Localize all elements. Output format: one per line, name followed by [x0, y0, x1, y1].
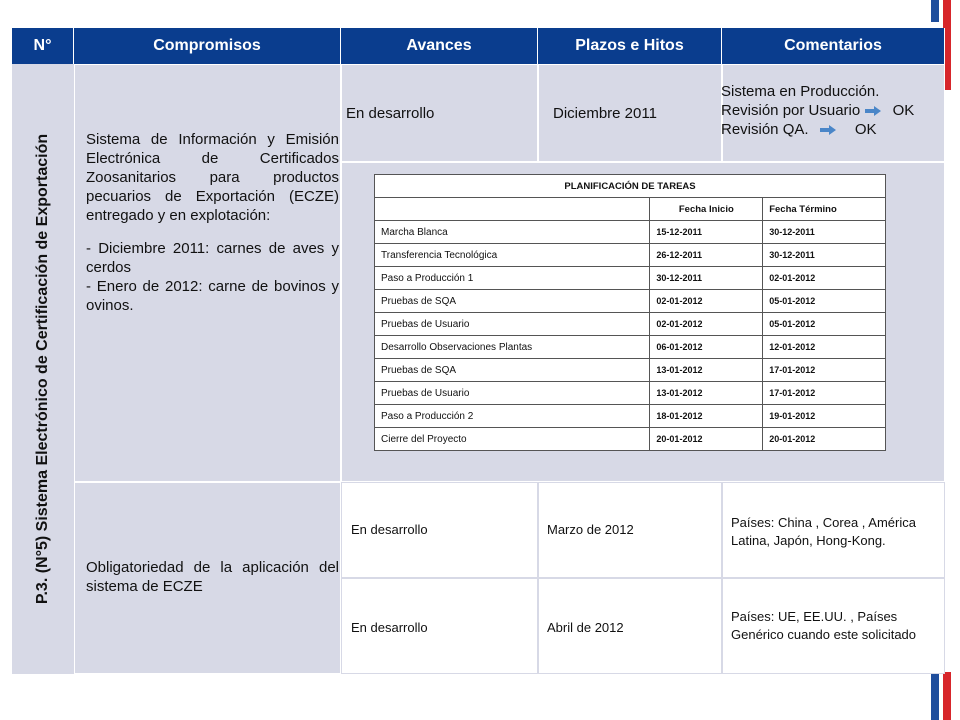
task-termino: 30-12-2011	[763, 244, 886, 267]
compromiso-1-p1: Sistema de Información y Emisión Electrónica de Certificados Zoosanitarios para productos pecuarios de Exportación (ECZE) entregado y en explotación:	[86, 131, 339, 224]
table-row	[375, 336, 886, 359]
task-termino: 17-01-2012	[763, 382, 886, 405]
comentario-text-2a: Países: China , Corea , América Latina, Japón, Hong-Kong.	[731, 515, 916, 548]
task-inicio: 15-12-2011	[650, 221, 763, 244]
compromiso-text-1	[86, 130, 339, 315]
arrow-right-icon	[864, 105, 882, 117]
planning-header-termino: Fecha Término	[763, 198, 886, 221]
task-name: Pruebas de SQA	[375, 290, 650, 313]
comentario-1-line3-text: Revisión QA.	[721, 121, 809, 138]
header-plazos: Plazos e Hitos	[538, 28, 722, 64]
avance-text-2a: En desarrollo	[351, 522, 428, 537]
task-termino: 19-01-2012	[763, 405, 886, 428]
task-inicio: 13-01-2012	[650, 359, 763, 382]
plazo-text-2b: Abril de 2012	[547, 620, 624, 635]
task-termino: 30-12-2011	[763, 221, 886, 244]
task-inicio: 30-12-2011	[650, 267, 763, 290]
comentario-text-1	[721, 82, 943, 139]
planning-title-row	[375, 175, 886, 198]
table-row	[375, 428, 886, 451]
comentario-1-line2	[721, 101, 943, 120]
task-termino: 17-01-2012	[763, 359, 886, 382]
arrow-right-icon	[819, 124, 837, 136]
row-number-label: P.3. (N°5) Sistema Electrónico de Certificación de Exportación	[34, 133, 51, 605]
task-inicio: 02-01-2012	[650, 290, 763, 313]
header-comentarios: Comentarios	[722, 28, 945, 64]
table-row	[375, 405, 886, 428]
planning-title: PLANIFICACIÓN DE TAREAS	[375, 175, 886, 198]
planning-header-empty	[375, 198, 650, 221]
task-name: Cierre del Proyecto	[375, 428, 650, 451]
task-inicio: 26-12-2011	[650, 244, 763, 267]
flag-bar-blue-top	[931, 0, 939, 22]
table-row	[375, 359, 886, 382]
task-termino: 05-01-2012	[763, 290, 886, 313]
task-name: Paso a Producción 2	[375, 405, 650, 428]
task-name: Pruebas de Usuario	[375, 313, 650, 336]
task-inicio: 20-01-2012	[650, 428, 763, 451]
table-row	[375, 244, 886, 267]
task-inicio: 06-01-2012	[650, 336, 763, 359]
task-termino: 12-01-2012	[763, 336, 886, 359]
task-name: Marcha Blanca	[375, 221, 650, 244]
task-name: Paso a Producción 1	[375, 267, 650, 290]
comentario-1-line1: Sistema en Producción.	[721, 83, 880, 100]
plazo-text-2a: Marzo de 2012	[547, 522, 634, 537]
table-row	[375, 313, 886, 336]
compromiso-1-p3: - Enero de 2012: carne de bovinos y ovinos.	[86, 278, 339, 314]
compromiso-1-p2: - Diciembre 2011: carnes de aves y cerdos	[86, 240, 339, 276]
task-name: Pruebas de Usuario	[375, 382, 650, 405]
comentario-1-line2-text: Revisión por Usuario	[721, 102, 861, 119]
compromiso-text-2: Obligatoriedad de la aplicación del sistema de ECZE	[86, 559, 339, 595]
comentario-text-2b: Países: UE, EE.UU. , Países Genérico cuando este solicitado	[731, 609, 917, 642]
task-name: Desarrollo Observaciones Plantas	[375, 336, 650, 359]
header-compromisos: Compromisos	[74, 28, 341, 64]
task-name: Transferencia Tecnológica	[375, 244, 650, 267]
planning-header-inicio: Fecha Inicio	[650, 198, 763, 221]
comentario-1-line3	[721, 120, 943, 139]
row-number-cell	[12, 64, 75, 674]
avance-text-2b: En desarrollo	[351, 620, 428, 635]
task-name: Pruebas de SQA	[375, 359, 650, 382]
planning-table	[374, 174, 886, 451]
flag-bar-blue-bottom	[931, 672, 939, 720]
header-avances: Avances	[341, 28, 538, 64]
flag-bar-red-bottom	[943, 672, 951, 720]
task-inicio: 02-01-2012	[650, 313, 763, 336]
table-row	[375, 290, 886, 313]
comentario-1-line2-ok: OK	[892, 102, 915, 119]
task-termino: 20-01-2012	[763, 428, 886, 451]
table-row	[375, 221, 886, 244]
table-row	[375, 267, 886, 290]
comentario-1-line3-ok: OK	[854, 121, 877, 138]
header-n: N°	[12, 28, 74, 64]
task-termino: 05-01-2012	[763, 313, 886, 336]
task-termino: 02-01-2012	[763, 267, 886, 290]
task-inicio: 13-01-2012	[650, 382, 763, 405]
avance-text-1: En desarrollo	[346, 105, 435, 122]
plazo-text-1: Diciembre 2011	[553, 105, 657, 122]
task-inicio: 18-01-2012	[650, 405, 763, 428]
planning-header-row	[375, 198, 886, 221]
table-row	[375, 382, 886, 405]
